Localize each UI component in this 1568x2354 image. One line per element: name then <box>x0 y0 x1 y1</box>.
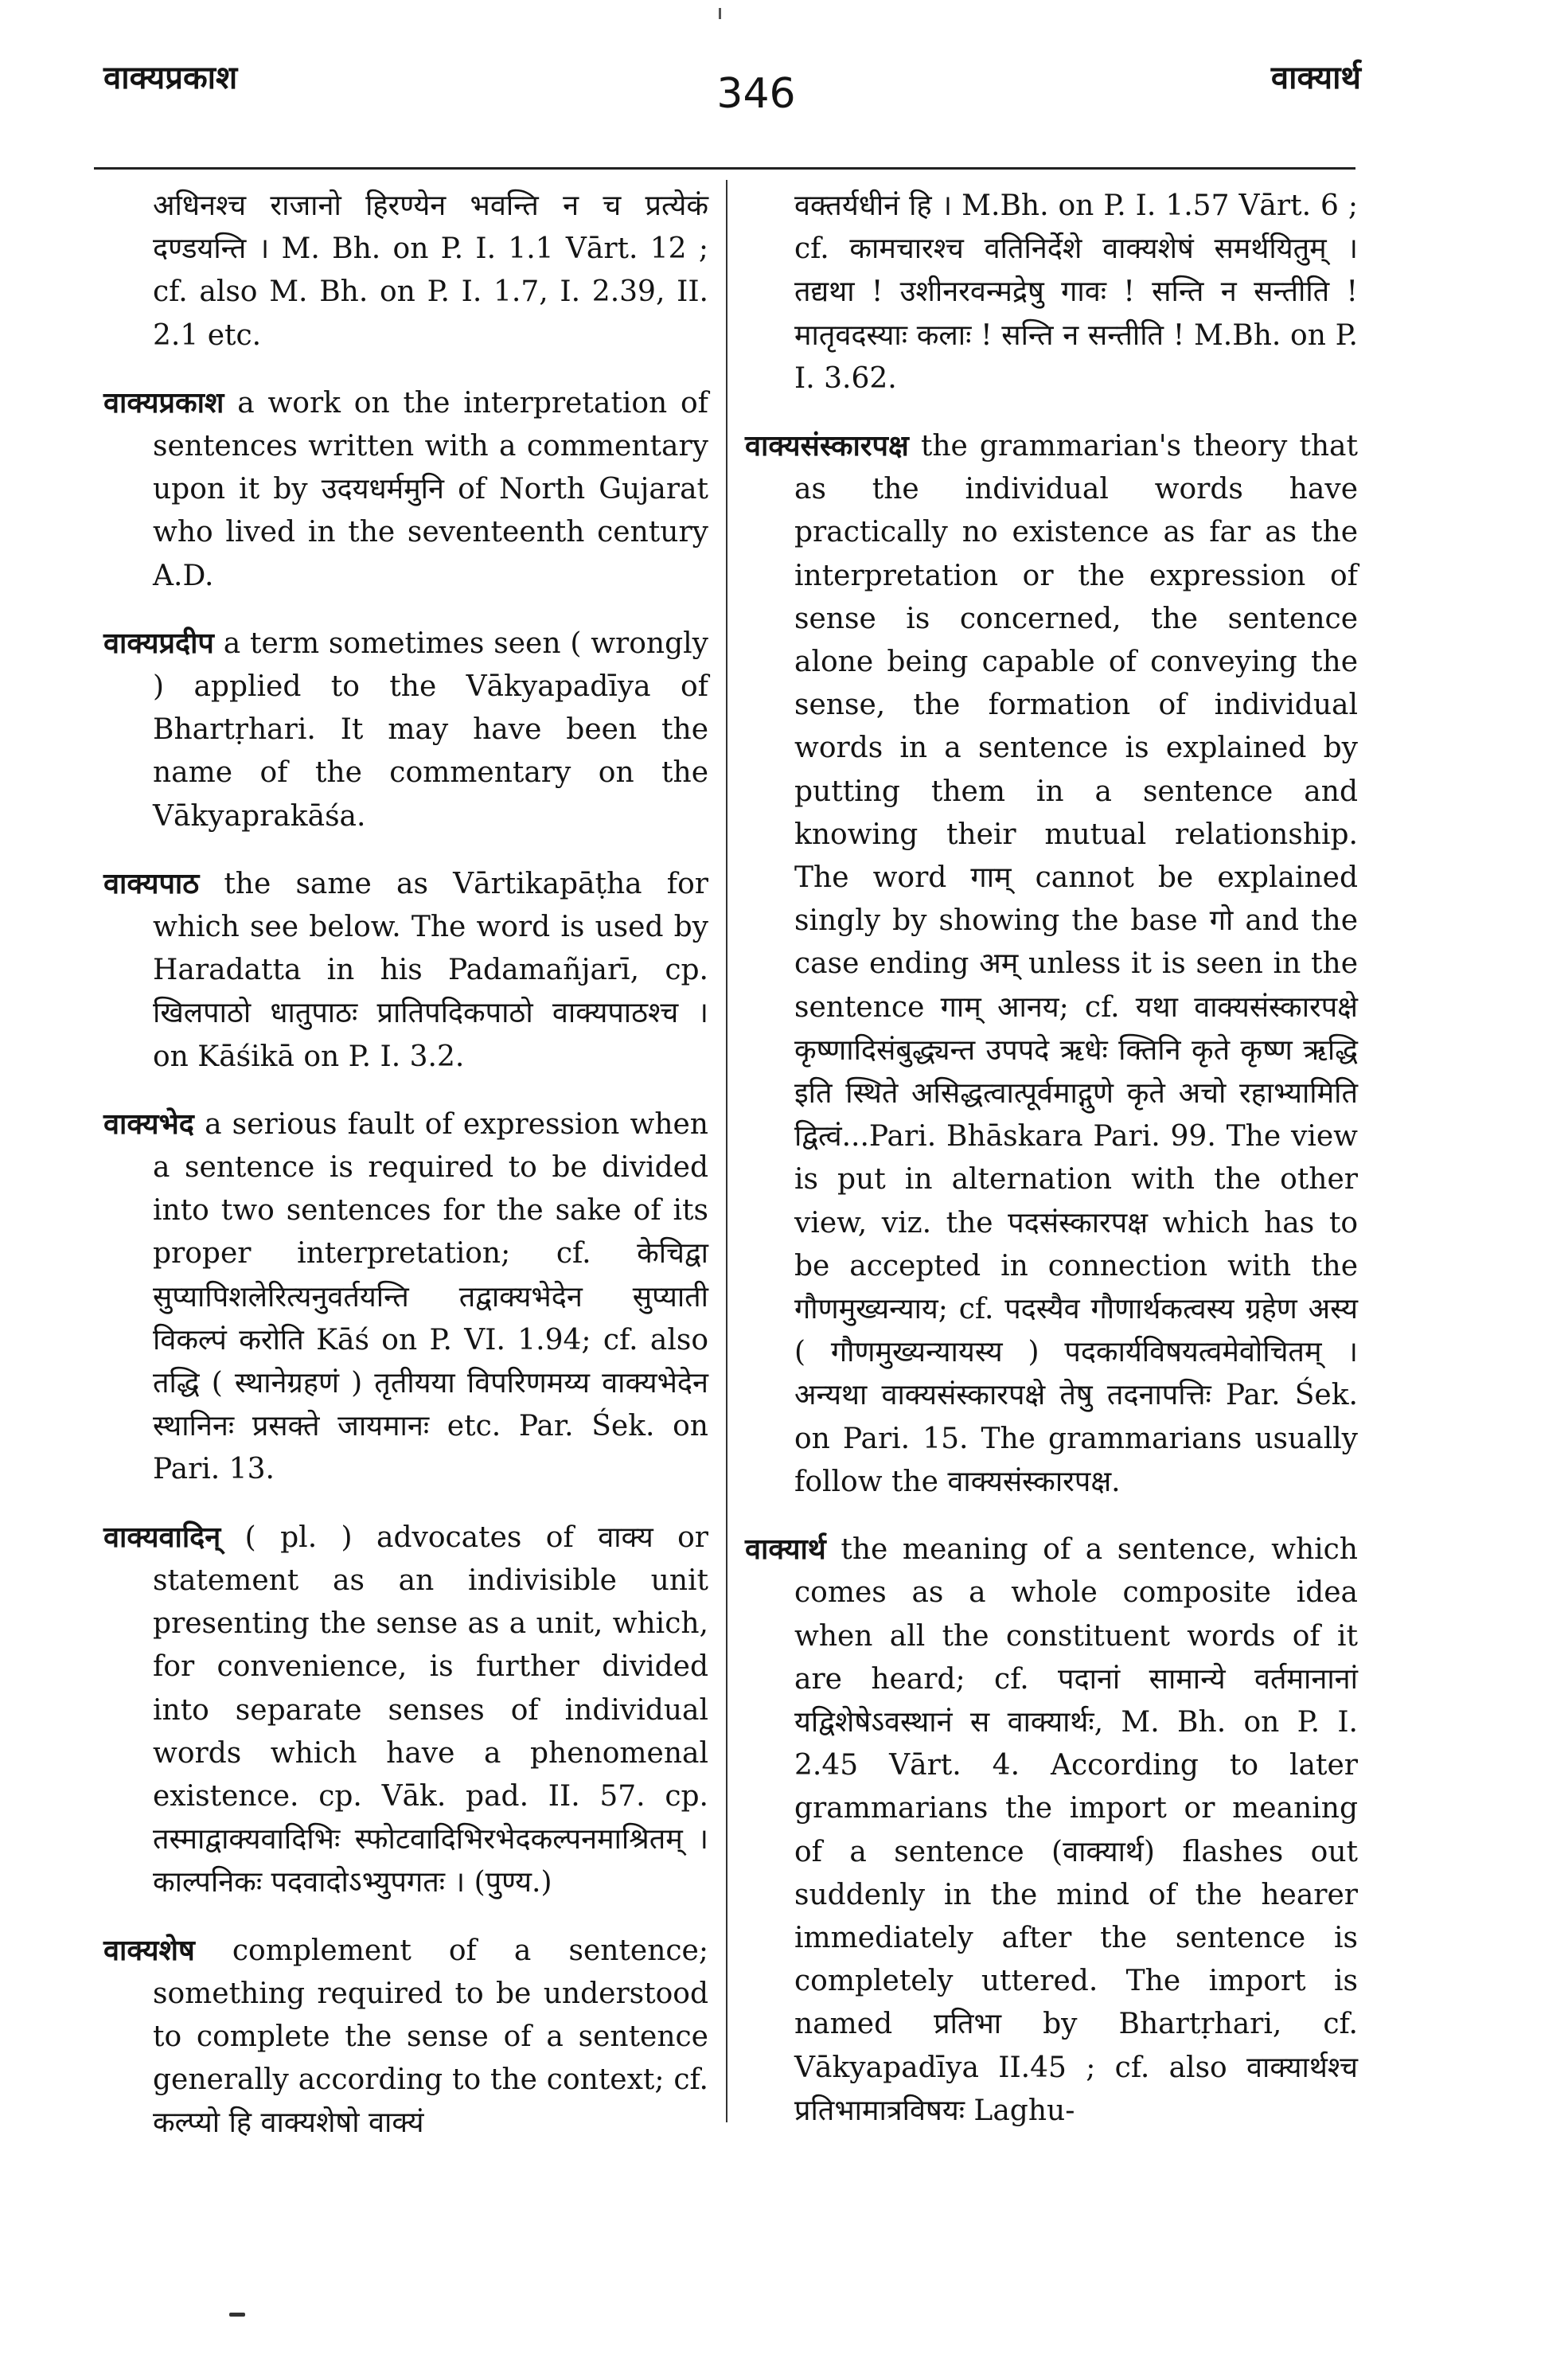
entry-text: वक्तर्यधीनं हि । M.Bh. on P. I. 1.57 Vārt. 6 ; cf. कामचारश्च वतिनिर्देशे वाक्यशेषं समर्थयितुम् । तद्यथा ! उशीनरवन्मद्रेषु गावः ! सन्ति न सन्तीति ! मातृवदस्याः कलाः ! सन्ति न सन्तीति ! M.Bh. on P. I. 3.62. <box>794 189 1358 395</box>
entry-headword: वाक्यसंस्कारपक्ष <box>745 429 909 463</box>
page-number: 346 <box>716 70 796 118</box>
entry-headword: वाक्यशेष <box>103 1933 195 1967</box>
entry-vakyapatha <box>103 862 708 1079</box>
entry-text: the same as Vārtikapāṭha for which see below. The word is used by Haradatta in his Padamañjarī, cp. खिलपाठो धातुपाठः प्रातिपदिकपाठो वाक्यपाठश्च । on Kāśikā on P. I. 3.2. <box>153 867 708 1073</box>
entry-headword: वाक्यार्थ <box>745 1532 826 1567</box>
entry-text: the meaning of a sentence, which comes as a whole composite idea when all the constituent words of it are heard; cf. पदानां सामान्ये वर्तमानानां यद्विशेषेऽवस्थानं स वाक्यार्थः, M. Bh. on P. I. 2.45 Vārt. 4. According to later grammarians the import or meaning of a sentence (वाक्यार्थ) flashes out suddenly in the mind of the hearer immediately after the sentence is completely uttered. The import is named प्रतिभा by Bhartṛhari, cf. Vākyapadīya II.45 ; cf. also वाक्यार्थश्च प्रतिभामात्रविषयः Laghu- <box>794 1533 1358 2127</box>
entry-text: ( pl. ) advocates of वाक्य or statement as an indivisible unit presenting the sense as a unit, which, for convenience, is further divided into separate senses of individual words which have a phenomenal existence. cp. Vāk. pad. II. 57. cp. तस्माद्वाक्यवादिभिः स्फोटवादिभिरभेदकल्पनमाश्रितम् । काल्पनिकः पदवादोऽभ्युपगतः । (पुण्य.) <box>153 1521 708 1899</box>
entry-vakyabheda <box>103 1103 708 1492</box>
column-divider <box>726 180 727 2122</box>
entry-text: a term sometimes seen ( wrongly ) applied to the Vākyapadīya of Bhartṛhari. It may have been the name of the commentary on the Vākyaprakāśa. <box>153 627 708 833</box>
entry-text: a serious fault of expression when a sentence is required to be divided into two sentences for the sake of its proper interpretation; cf. केचिद्वा सुप्यापिशलेरित्यनुवर्तयन्ति तद्वाक्यभेदेन सुप्याती विकल्पं करोति Kāś on P. VI. 1.94; cf. also तद्धि ( स्थानेग्रहणं ) तृतीयया विपरिणमय्य वाक्यभेदेन स्थानिनः प्रसक्ते जायमानः etc. Par. Śek. on Pari. 13. <box>153 1107 708 1486</box>
entry-vakyartha <box>745 1528 1358 2133</box>
right-column <box>745 185 1358 2157</box>
entry-continuation <box>745 185 1358 400</box>
top-tick-mark <box>719 8 721 19</box>
entry-headword: वाक्यवादिन् <box>103 1520 221 1554</box>
entry-text: a work on the interpretation of sentences written with a commentary upon it by उदयधर्ममुनि of North Gujarat who lived in the seventeenth century A.D. <box>153 386 708 592</box>
entry-vakyashesha <box>103 1929 708 2145</box>
entry-vakyapradipa <box>103 622 708 838</box>
entry-text: the grammarian's theory that as the individual words have practically no existence as far as the interpretation or the expression of sense is concerned, the sentence alone being capable of conveying the sense, the formation of individual words in a sentence is explained by putting them in a sentence and knowing their mutual relationship. The word गाम् cannot be explained singly by showing the base गो and the case ending अम् unless it is seen in the sentence गाम् आनय; cf. यथा वाक्यसंस्कारपक्षे कृष्णादिसंबुद्ध्यन्त उपपदे ऋधेः क्तिनि कृते कृष्ण ऋद्धि इति स्थिते असिद्धत्वात्पूर्वमाद्गुणे कृते अचो रहाभ्यामिति द्वित्वं...Pari. Bhāskara Pari. 99. The view is put in alternation with the other view, viz. the पदसंस्कारपक्ष which has to be accepted in connection with the गौणमुख्यन्याय; cf. पदस्यैव गौणार्थकत्वस्य ग्रहेण अस्य ( गौणमुख्यन्यायस्य ) पदकार्यविषयत्वमेवोचितम् । अन्यथा वाक्यसंस्कारपक्षे तेषु तदनापत्तिः Par. Śek. on Pari. 15. The grammarians usually follow the वाक्यसंस्कारपक्ष. <box>794 430 1358 1498</box>
entry-vakyaprakasha <box>103 381 708 598</box>
entry-headword: वाक्यभेद <box>103 1107 194 1141</box>
entry-vakyasamskarapaksha <box>745 424 1358 1504</box>
running-head-left: वाक्यप्रकाश <box>103 59 238 96</box>
entry-continuation <box>103 185 708 357</box>
entry-text: अधिनश्च राजानो हिरण्येन भवन्ति न च प्रत्येकं दण्डयन्ति । M. Bh. on P. I. 1.1 Vārt. 12 ; cf. also M. Bh. on P. I. 1.7, I. 2.39, II. 2.1 etc. <box>153 189 708 352</box>
entry-headword: वाक्यप्रदीप <box>103 626 214 660</box>
header-rule <box>94 167 1355 170</box>
entry-vakyavadin <box>103 1516 708 1905</box>
entry-text: complement of a sentence; something required to be understood to complete the sense of a sentence generally according to the context; cf. कल्प्यो हि वाक्यशेषो वाक्यं <box>153 1934 708 2140</box>
entry-headword: वाक्यप्रकाश <box>103 385 224 420</box>
left-column <box>103 185 708 2169</box>
entry-headword: वाक्यपाठ <box>103 866 200 900</box>
ink-speck <box>229 2313 245 2317</box>
running-head-right: वाक्यार्थ <box>1270 59 1361 96</box>
